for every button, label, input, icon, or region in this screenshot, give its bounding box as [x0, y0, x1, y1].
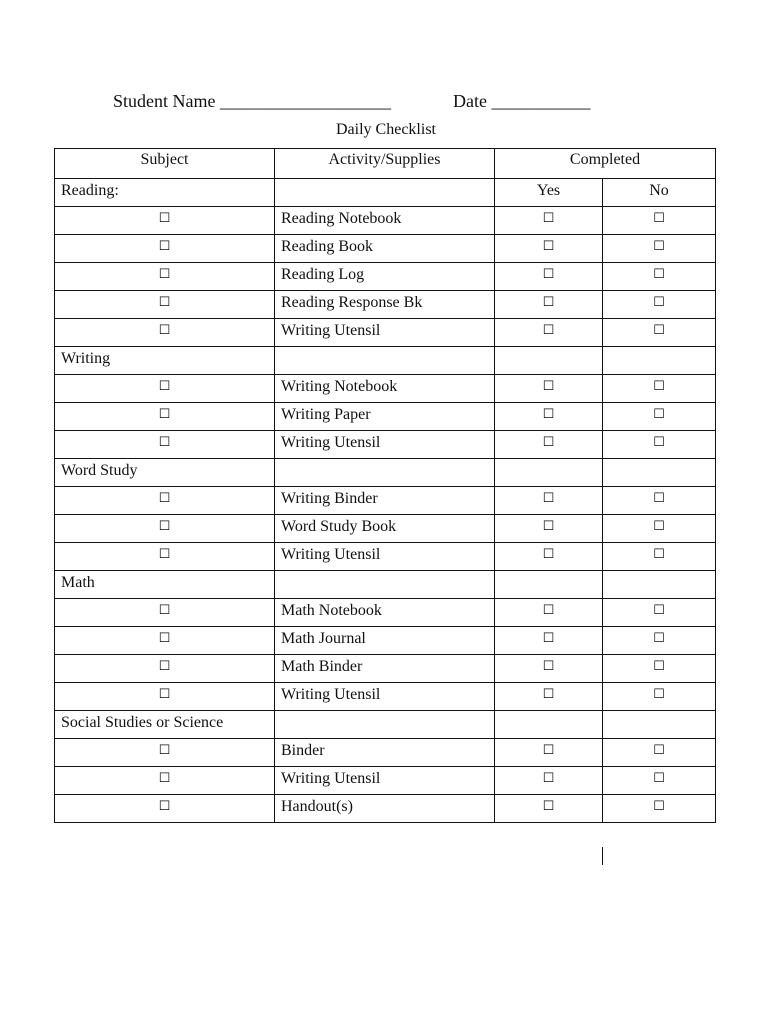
- no-checkbox[interactable]: ☐: [603, 291, 716, 319]
- subject-label: Social Studies or Science: [55, 711, 275, 739]
- no-checkbox[interactable]: ☐: [603, 767, 716, 795]
- empty-cell: [275, 459, 495, 487]
- activity-item: Reading Response Bk: [275, 291, 495, 319]
- table-row: [55, 291, 716, 319]
- yes-checkbox[interactable]: ☐: [495, 599, 603, 627]
- no-checkbox[interactable]: ☐: [603, 207, 716, 235]
- activity-item: Reading Book: [275, 235, 495, 263]
- no-checkbox[interactable]: ☐: [603, 655, 716, 683]
- table-row: [55, 207, 716, 235]
- table-row: [55, 487, 716, 515]
- activity-item: Binder: [275, 739, 495, 767]
- yes-checkbox[interactable]: ☐: [495, 627, 603, 655]
- item-checkbox[interactable]: ☐: [55, 627, 275, 655]
- yes-checkbox[interactable]: ☐: [495, 319, 603, 347]
- student-name-blank[interactable]: ___________________: [219, 91, 391, 111]
- activity-item: Writing Utensil: [275, 431, 495, 459]
- table-row: [55, 515, 716, 543]
- subject-label: Math: [55, 571, 275, 599]
- table-row: [55, 235, 716, 263]
- activity-item: Reading Log: [275, 263, 495, 291]
- item-checkbox[interactable]: ☐: [55, 599, 275, 627]
- table-row: [55, 739, 716, 767]
- no-checkbox[interactable]: ☐: [603, 543, 716, 571]
- activity-item: Word Study Book: [275, 515, 495, 543]
- yes-checkbox[interactable]: ☐: [495, 207, 603, 235]
- student-name-label: Student Name: [113, 91, 216, 111]
- yes-checkbox[interactable]: ☐: [495, 431, 603, 459]
- subject-row: [55, 347, 716, 375]
- subject-label: Word Study: [55, 459, 275, 487]
- subject-label: Writing: [55, 347, 275, 375]
- empty-cell: [495, 571, 603, 599]
- yes-checkbox[interactable]: ☐: [495, 795, 603, 823]
- header-line: [113, 91, 590, 112]
- subject-row: [55, 571, 716, 599]
- checklist-table: [54, 148, 716, 823]
- subject-row: [55, 179, 716, 207]
- empty-cell: [603, 711, 716, 739]
- yes-checkbox[interactable]: ☐: [495, 543, 603, 571]
- item-checkbox[interactable]: ☐: [55, 403, 275, 431]
- no-checkbox[interactable]: ☐: [603, 487, 716, 515]
- empty-cell: [275, 711, 495, 739]
- item-checkbox[interactable]: ☐: [55, 263, 275, 291]
- no-checkbox[interactable]: ☐: [603, 235, 716, 263]
- table-row: [55, 319, 716, 347]
- activity-item: Math Binder: [275, 655, 495, 683]
- empty-cell: [495, 347, 603, 375]
- yes-checkbox[interactable]: ☐: [495, 263, 603, 291]
- subject-row: [55, 459, 716, 487]
- empty-cell: [603, 571, 716, 599]
- item-checkbox[interactable]: ☐: [55, 515, 275, 543]
- item-checkbox[interactable]: ☐: [55, 319, 275, 347]
- empty-cell: [275, 571, 495, 599]
- no-checkbox[interactable]: ☐: [603, 431, 716, 459]
- no-header: No: [603, 179, 716, 207]
- yes-checkbox[interactable]: ☐: [495, 683, 603, 711]
- table-row: [55, 599, 716, 627]
- empty-cell: [275, 347, 495, 375]
- item-checkbox[interactable]: ☐: [55, 683, 275, 711]
- item-checkbox[interactable]: ☐: [55, 487, 275, 515]
- yes-checkbox[interactable]: ☐: [495, 655, 603, 683]
- item-checkbox[interactable]: ☐: [55, 375, 275, 403]
- table-row: [55, 795, 716, 823]
- item-checkbox[interactable]: ☐: [55, 431, 275, 459]
- table-row: [55, 263, 716, 291]
- header-row: [55, 149, 716, 179]
- table-row: [55, 683, 716, 711]
- table-row: [55, 403, 716, 431]
- date-label: Date: [452, 91, 487, 111]
- yes-checkbox[interactable]: ☐: [495, 487, 603, 515]
- item-checkbox[interactable]: ☐: [55, 795, 275, 823]
- activity-item: Math Journal: [275, 627, 495, 655]
- yes-header: Yes: [495, 179, 603, 207]
- table-stub-line: [602, 847, 603, 865]
- empty-cell: [603, 459, 716, 487]
- yes-checkbox[interactable]: ☐: [495, 767, 603, 795]
- activity-item: Writing Utensil: [275, 319, 495, 347]
- subject-row: [55, 711, 716, 739]
- table-row: [55, 431, 716, 459]
- activity-item: Writing Utensil: [275, 683, 495, 711]
- completed-header: Completed: [495, 149, 716, 179]
- yes-checkbox[interactable]: ☐: [495, 515, 603, 543]
- no-checkbox[interactable]: ☐: [603, 263, 716, 291]
- activity-item: Writing Paper: [275, 403, 495, 431]
- no-checkbox[interactable]: ☐: [603, 683, 716, 711]
- yes-checkbox[interactable]: ☐: [495, 739, 603, 767]
- activity-item: Reading Notebook: [275, 207, 495, 235]
- empty-cell: [495, 711, 603, 739]
- item-checkbox[interactable]: ☐: [55, 767, 275, 795]
- item-checkbox[interactable]: ☐: [55, 543, 275, 571]
- yes-checkbox[interactable]: ☐: [495, 375, 603, 403]
- empty-cell: [275, 179, 495, 207]
- item-checkbox[interactable]: ☐: [55, 207, 275, 235]
- empty-cell: [603, 347, 716, 375]
- no-checkbox[interactable]: ☐: [603, 375, 716, 403]
- item-checkbox[interactable]: ☐: [55, 291, 275, 319]
- activity-item: Writing Utensil: [275, 543, 495, 571]
- yes-checkbox[interactable]: ☐: [495, 403, 603, 431]
- no-checkbox[interactable]: ☐: [603, 599, 716, 627]
- activity-header: Activity/Supplies: [275, 149, 495, 179]
- date-blank[interactable]: ___________: [491, 91, 591, 111]
- yes-checkbox[interactable]: ☐: [495, 291, 603, 319]
- table-row: [55, 655, 716, 683]
- no-checkbox[interactable]: ☐: [603, 319, 716, 347]
- empty-cell: [495, 459, 603, 487]
- table-row: [55, 375, 716, 403]
- subject-header: Subject: [55, 149, 275, 179]
- table-row: [55, 767, 716, 795]
- item-checkbox[interactable]: ☐: [55, 235, 275, 263]
- page-title: Daily Checklist: [336, 121, 436, 138]
- no-checkbox[interactable]: ☐: [603, 515, 716, 543]
- no-checkbox[interactable]: ☐: [603, 627, 716, 655]
- no-checkbox[interactable]: ☐: [603, 795, 716, 823]
- activity-item: Writing Notebook: [275, 375, 495, 403]
- item-checkbox[interactable]: ☐: [55, 655, 275, 683]
- table-row: [55, 543, 716, 571]
- no-checkbox[interactable]: ☐: [603, 403, 716, 431]
- subject-label: Reading:: [55, 179, 275, 207]
- activity-item: Math Notebook: [275, 599, 495, 627]
- no-checkbox[interactable]: ☐: [603, 739, 716, 767]
- activity-item: Writing Binder: [275, 487, 495, 515]
- item-checkbox[interactable]: ☐: [55, 739, 275, 767]
- activity-item: Writing Utensil: [275, 767, 495, 795]
- activity-item: Handout(s): [275, 795, 495, 823]
- table-row: [55, 627, 716, 655]
- yes-checkbox[interactable]: ☐: [495, 235, 603, 263]
